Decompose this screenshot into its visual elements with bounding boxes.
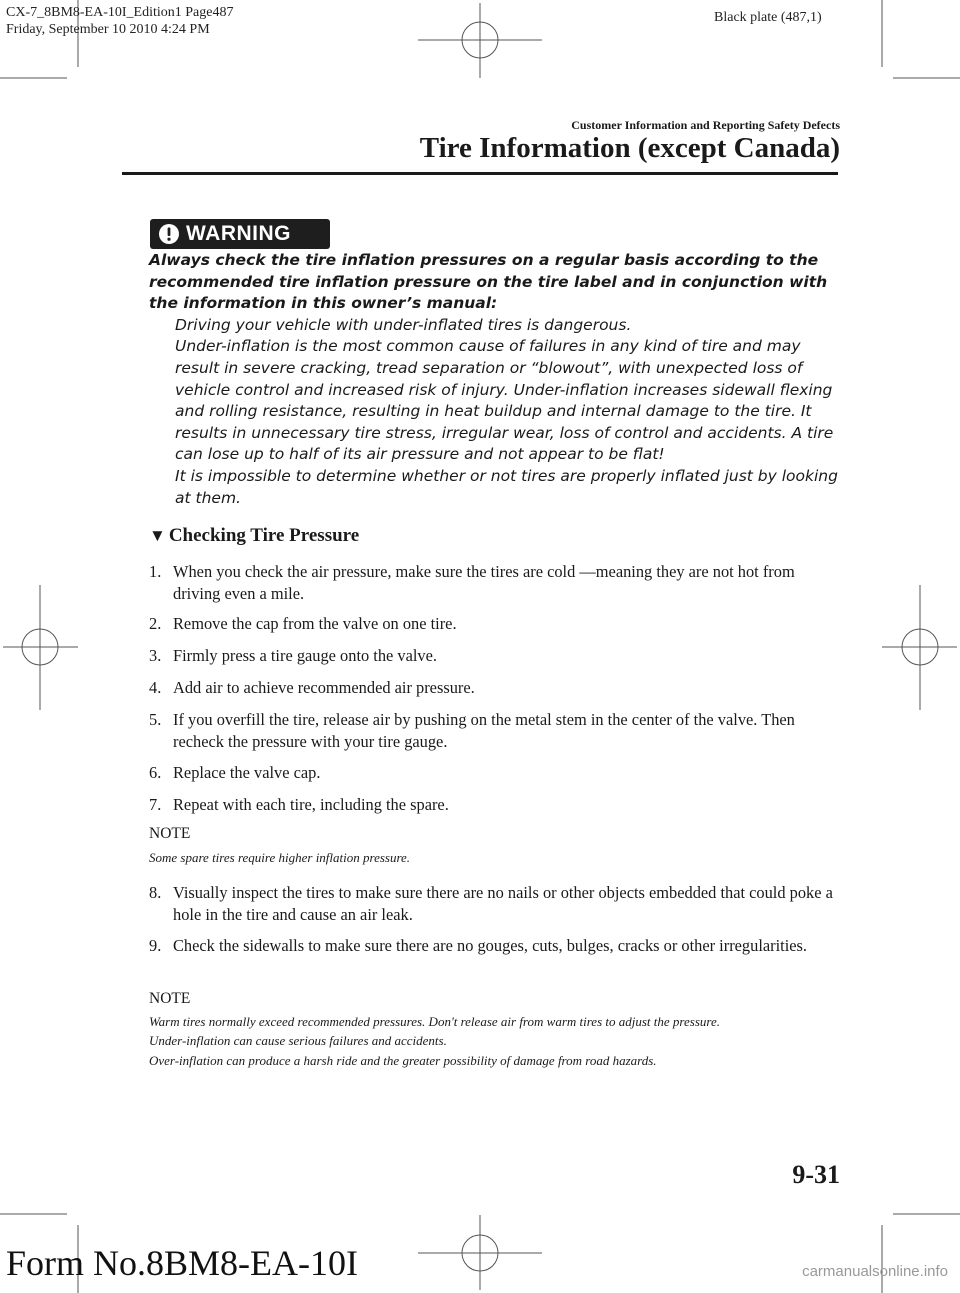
print-meta-line2: Friday, September 10 2010 4:24 PM [6,22,210,37]
warning-lead: Always check the tire inflation pressures on a regular basis according to the recommended tire inflation pressure on the tire label and in conjunction with the information in this owner’s manual: [149,251,828,313]
list-item [149,794,839,816]
note-text [149,1012,839,1070]
page-number: 9-31 [792,1160,840,1189]
step-number: 1. [149,562,162,581]
step-number: 4. [149,678,162,697]
step-number: 8. [149,883,162,902]
list-item [149,709,839,753]
list-item [149,762,839,784]
page-title: Tire Information (except Canada) [419,132,840,164]
note-label: NOTE [149,990,191,1007]
note-line: Warm tires normally exceed recommended pressures. Don't release air from warm tires to adjust the pressure. [149,1014,720,1029]
list-item [149,613,839,635]
step-text: Replace the valve cap. [173,763,321,782]
step-text: Visually inspect the tires to make sure there are no nails or other objects embedded that could poke a hole in the tire and cause an air leak. [173,883,833,924]
print-meta-line1: CX-7_8BM8-EA-10I_Edition1 Page487 [6,5,234,20]
form-number: Form No.8BM8-EA-10I [6,1243,358,1283]
step-number: 9. [149,936,162,955]
step-number: 5. [149,710,162,729]
step-number: 7. [149,795,162,814]
step-number: 6. [149,763,162,782]
warning-para: Under-inflation is the most common cause of failures in any kind of tire and may result in severe cracking, tread separation or “blowout”, with unexpected loss of vehicle control and increased risk of injury. Under-inflation increases sidewall flexing and rolling resistance, resulting in heat buildup and internal damage to the tire. It results in unnecessary tire stress, irregular wear, loss of control and accidents. A tire can lose up to half of its air pressure and not appear to be flat! [175,337,834,464]
note-line: Over-inflation can produce a harsh ride and the greater possibility of damage from road hazards. [149,1052,657,1068]
list-item [149,561,839,605]
step-text: When you check the air pressure, make sure the tires are cold ―meaning they are not hot from driving even a mile. [173,562,795,603]
warning-para: It is impossible to determine whether or not tires are properly inflated just by looking at them. [175,466,838,507]
title-rule [122,172,838,175]
list-item [149,645,839,667]
section-label: Customer Information and Reporting Safety Defects [571,118,840,132]
section-heading-text: Checking Tire Pressure [168,525,360,546]
warning-badge-label: WARNING [186,222,291,245]
list-item [149,677,839,699]
list-item [149,882,839,926]
note-text: Some spare tires require higher inflation pressure. [149,850,411,865]
section-heading [149,525,359,547]
note-label: NOTE [149,825,191,842]
step-number: 3. [149,646,162,665]
list-item [149,935,839,957]
plate-label: Black plate (487,1) [714,10,822,25]
step-text: If you overfill the tire, release air by pushing on the metal stem in the center of the valve. Then recheck the pressure with your tire gauge. [173,710,795,751]
warning-para: Driving your vehicle with under-inflated tires is dangerous. [175,315,632,334]
step-text: Firmly press a tire gauge onto the valve. [173,646,438,665]
step-text: Check the sidewalls to make sure there are no gouges, cuts, bulges, cracks or other irregularities. [173,936,808,955]
watermark: carmanualsonline.info [802,1263,948,1280]
step-number: 2. [149,614,162,633]
warning-icon [158,223,180,245]
note-line: Under-inflation can cause serious failures and accidents. [149,1033,447,1049]
step-text: Repeat with each tire, including the spare. [173,795,449,814]
step-text: Add air to achieve recommended air pressure. [173,678,475,697]
warning-badge [150,219,330,249]
step-text: Remove the cap from the valve on one tire. [173,614,457,633]
triangle-marker-icon: ▼ [149,526,166,545]
warning-body [149,250,849,509]
